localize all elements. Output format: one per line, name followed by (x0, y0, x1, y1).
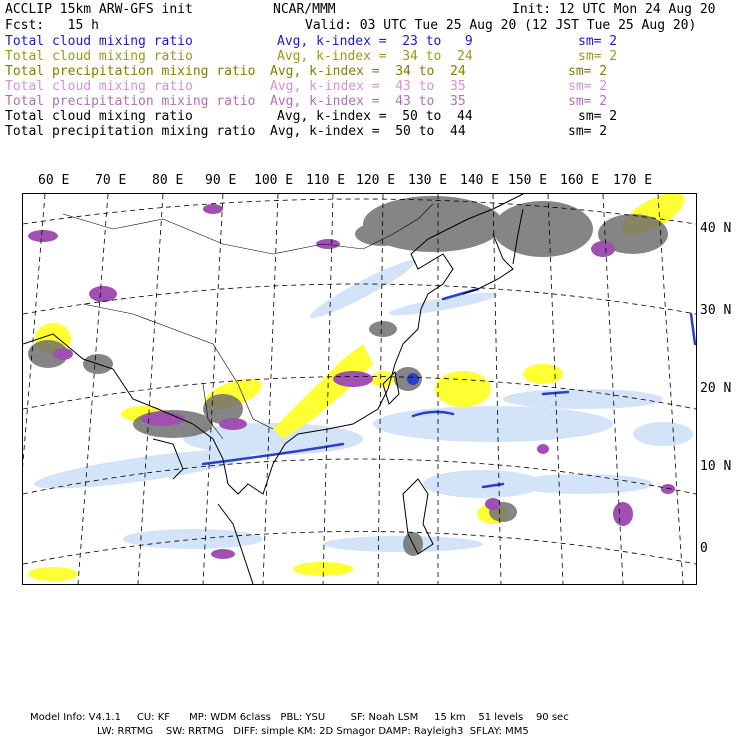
longitude-label: 160 E (560, 173, 600, 188)
org-label: NCAR/MMM (273, 2, 336, 17)
latitude-label: 0 (700, 541, 708, 556)
field-name: Total precipitation mixing ratio (5, 64, 256, 79)
field-smoothing: sm= 2 (568, 124, 608, 139)
latitude-label: 10 N (700, 459, 732, 474)
map-canvas (23, 194, 696, 584)
latitude-label: 30 N (700, 303, 732, 318)
field-smoothing: sm= 2 (578, 49, 618, 64)
field-k-index: Avg, k-index = 34 to 24 (277, 49, 473, 64)
upper-cloud-layer (28, 204, 675, 559)
field-name: Total cloud mixing ratio (5, 79, 193, 94)
field-smoothing: sm= 2 (568, 79, 608, 94)
field-smoothing: sm= 2 (578, 34, 618, 49)
field-k-index: Avg, k-index = 23 to 9 (277, 34, 473, 49)
field-k-index: Avg, k-index = 50 to 44 (277, 109, 473, 124)
forecast-hour: Fcst: 15 h (5, 18, 99, 33)
longitude-label: 110 E (306, 173, 346, 188)
field-k-index: Avg, k-index = 43 to 35 (270, 94, 466, 109)
longitude-label: 90 E (205, 173, 237, 188)
model-info-line1: Model Info: V4.1.1 CU: KF MP: WDM 6class PBL: YSU SF: Noah LSM 15 km 51 levels 90 sec (30, 712, 569, 723)
field-k-index: Avg, k-index = 43 to 35 (270, 79, 466, 94)
model-info-line2: LW: RRTMG SW: RRTMG DIFF: simple KM: 2D Smagor DAMP: Rayleigh3 SFLAY: MM5 (97, 726, 529, 737)
longitude-label: 70 E (95, 173, 127, 188)
longitude-label: 150 E (508, 173, 548, 188)
longitude-label: 170 E (613, 173, 653, 188)
longitude-label: 60 E (38, 173, 70, 188)
init-time: Init: 12 UTC Mon 24 Aug 20 (512, 2, 716, 17)
latitude-label: 20 N (700, 381, 732, 396)
longitude-label: 130 E (408, 173, 448, 188)
typhoon-eye (407, 373, 419, 385)
longitude-label: 140 E (460, 173, 500, 188)
model-title: ACCLIP 15km ARW-GFS init (5, 2, 193, 17)
map-panel (22, 193, 697, 585)
field-name: Total precipitation mixing ratio (5, 94, 256, 109)
field-name: Total cloud mixing ratio (5, 109, 193, 124)
field-name: Total cloud mixing ratio (5, 34, 193, 49)
field-name: Total cloud mixing ratio (5, 49, 193, 64)
longitude-label: 80 E (152, 173, 184, 188)
field-smoothing: sm= 2 (568, 64, 608, 79)
field-name: Total precipitation mixing ratio (5, 124, 256, 139)
low-cloud-light-layer (32, 254, 693, 552)
field-smoothing: sm= 2 (568, 94, 608, 109)
valid-time: Valid: 03 UTC Tue 25 Aug 20 (12 JST Tue 25 Aug 20) (305, 18, 697, 33)
field-smoothing: sm= 2 (578, 109, 618, 124)
field-k-index: Avg, k-index = 50 to 44 (270, 124, 466, 139)
latitude-label: 40 N (700, 221, 732, 236)
longitude-label: 120 E (356, 173, 396, 188)
field-k-index: Avg, k-index = 34 to 24 (270, 64, 466, 79)
mid-cloud-layer (28, 194, 690, 581)
longitude-label: 100 E (254, 173, 294, 188)
